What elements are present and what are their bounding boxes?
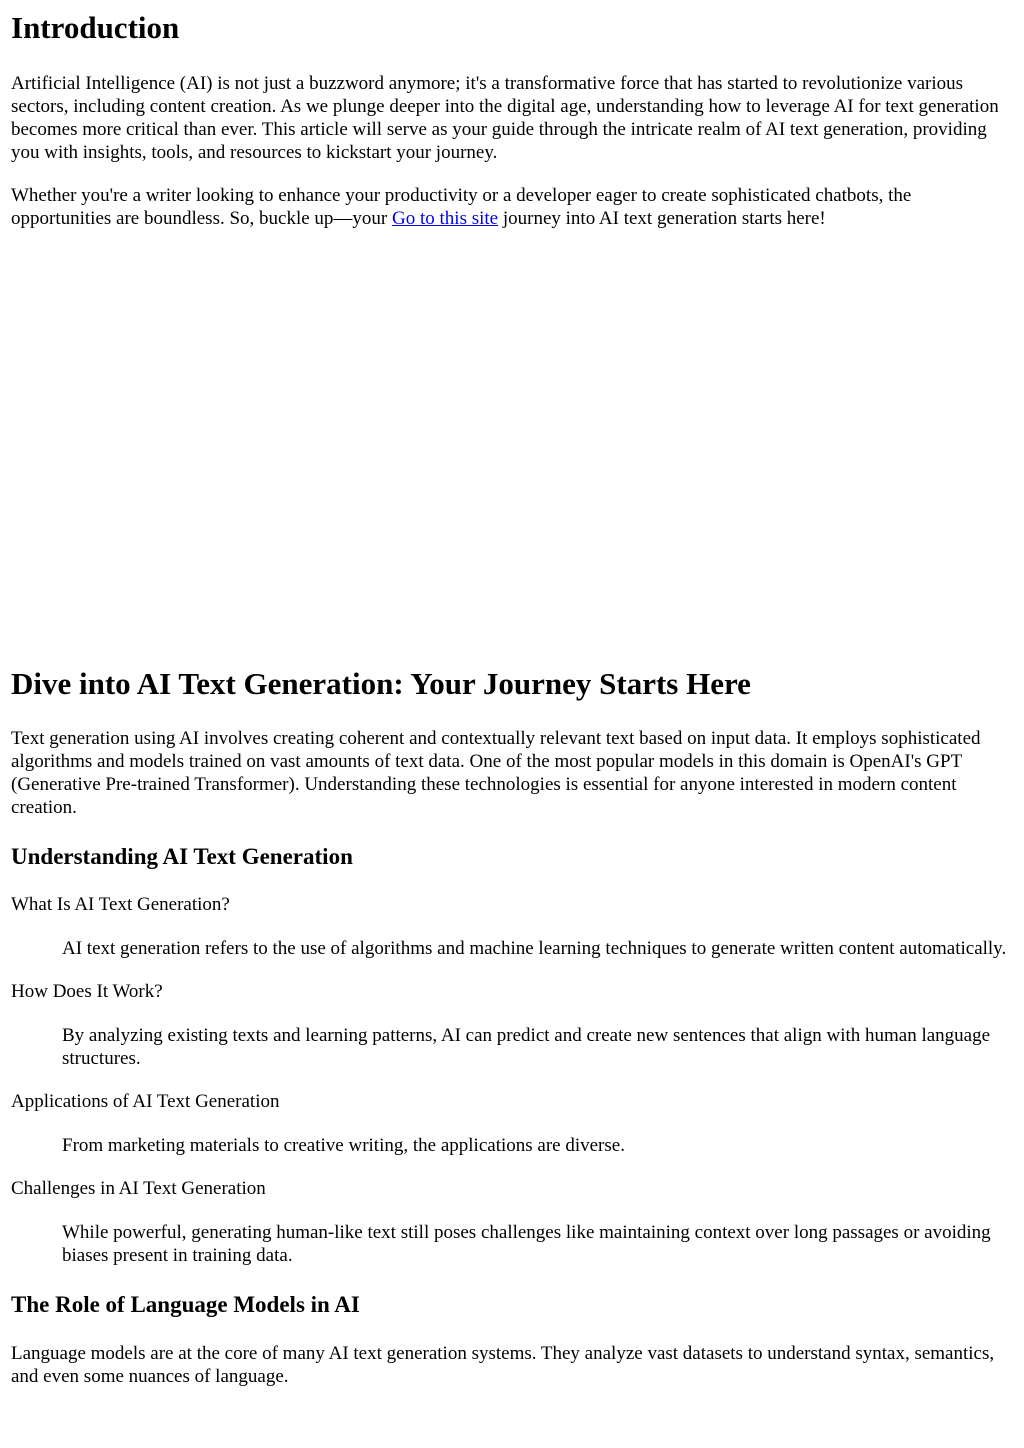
role-paragraph: Language models are at the core of many AI text generation systems. They analyze vast datasets to understand syntax, semantics, and even some nuances of language. bbox=[11, 1343, 995, 1388]
definition-term: Applications of AI Text Generation bbox=[11, 1090, 280, 1112]
dive-heading: Dive into AI Text Generation: Your Journey Starts Here bbox=[11, 665, 751, 701]
intro-paragraph-2 bbox=[11, 184, 1013, 230]
definition-description: While powerful, generating human-like text still poses challenges like maintaining context over long passages or avoiding biases present in training data. bbox=[62, 1221, 991, 1266]
definition-description: From marketing materials to creative writing, the applications are diverse. bbox=[62, 1134, 625, 1156]
definition-term: How Does It Work? bbox=[11, 980, 163, 1002]
understanding-heading: Understanding AI Text Generation bbox=[11, 844, 353, 870]
article bbox=[11, 0, 1013, 1388]
intro-paragraph-2-end: journey into AI text generation starts here! bbox=[498, 207, 826, 229]
role-heading: The Role of Language Models in AI bbox=[11, 1291, 360, 1317]
definition-term: What Is AI Text Generation? bbox=[11, 893, 230, 915]
definition-term: Challenges in AI Text Generation bbox=[11, 1177, 266, 1199]
dive-paragraph: Text generation using AI involves creating coherent and contextually relevant text based on input data. It employs sophisticated algorithms and models trained on vast amounts of text data. One of the most popular models in this domain is OpenAI's GPT (Generative Pre-trained Transformer). Understanding these technologies is essential for anyone interested in modern content creation. bbox=[11, 728, 981, 819]
intro-heading: Introduction bbox=[11, 10, 180, 45]
intro-paragraph-1: Artificial Intelligence (AI) is not just a buzzword anymore; it's a transformative force that has started to revolutionize various sectors, including content creation. As we plunge deeper into the digital age, understanding how to leverage AI for text generation becomes more critical than ever. This article will serve as your guide through the intricate realm of AI text generation, providing you with insights, tools, and resources to kickstart your journey. bbox=[11, 72, 999, 163]
definition-description: By analyzing existing texts and learning patterns, AI can predict and create new sentences that align with human language structures. bbox=[62, 1024, 991, 1069]
go-to-site-link[interactable]: Go to this site bbox=[392, 207, 499, 229]
definition-list bbox=[11, 893, 1013, 1267]
intro-paragraph-2-start: Whether you're a writer looking to enhance your productivity or a developer eager to create sophisticated chatbots, the opportunities are boundless. So, buckle up—your bbox=[11, 184, 912, 229]
empty-space bbox=[11, 230, 1013, 666]
definition-description: AI text generation refers to the use of algorithms and machine learning techniques to generate written content automatically. bbox=[62, 937, 1007, 959]
